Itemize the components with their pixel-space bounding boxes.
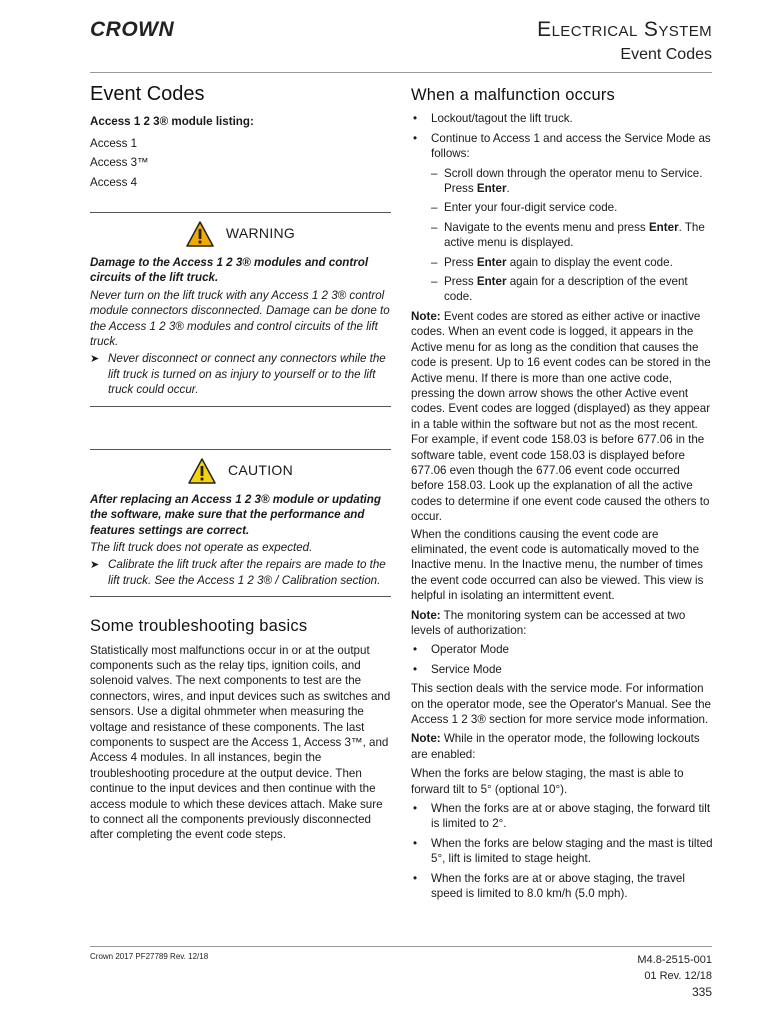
lockouts-list xyxy=(411,801,713,901)
inactive-paragraph: When the conditions causing the event code are eliminated, the event code is automatically moved to the Inactive menu. In the Inactive menu, the number of times the event code occurred can also be viewed. This view is helpful in isolating an intermittent event. xyxy=(411,527,704,603)
step-text: Enter your four-digit service code. xyxy=(444,201,618,215)
note-paragraph xyxy=(411,309,713,525)
warning-triangle-icon xyxy=(186,221,214,247)
note-text: While in the operator mode, the following lockouts are enabled: xyxy=(411,732,700,761)
list-item: • Operator Mode xyxy=(411,642,713,657)
step-text: Press xyxy=(444,255,477,269)
warning-label: WARNING xyxy=(225,225,296,242)
warning-header xyxy=(90,221,391,247)
header-title: Electrical System xyxy=(537,18,712,41)
step-text: . The active menu is displayed. xyxy=(444,220,705,250)
note-label: Note: xyxy=(411,732,441,746)
step-item xyxy=(431,255,713,270)
module-listing-label: Access 1 2 3® module listing: xyxy=(90,115,254,129)
footer-copyright: Crown 2017 PF27789 Rev. 12/18 xyxy=(90,952,209,961)
step-key: Enter xyxy=(648,220,679,234)
note-label: Note: xyxy=(411,608,441,622)
step-key: Enter xyxy=(476,255,507,269)
list-item: • When the forks are below staging and the mast is tilted 5°, lift is limited to stage height. xyxy=(411,836,713,867)
section-heading-malfunction: When a malfunction occurs xyxy=(411,86,616,104)
step-text: again to display the event code. xyxy=(506,255,673,269)
module-item: Access 3™ xyxy=(90,156,149,170)
module-item: Access 4 xyxy=(90,175,138,189)
crown-logo: CROWN xyxy=(90,18,175,41)
header-rule xyxy=(90,72,712,73)
step-text: Press xyxy=(444,275,477,289)
note-text: Event codes are stored as either active or inactive codes. When an event code is logged, it appears in the Active menu for as long as the condition that causes the code is present. Up to 16 event codes can be stored in the Active menu. If there is more than one active code, pressing the down arrow shows the other Active event codes. Event codes are logged (displayed) as they appear in a table within the software but not as the most recent. For example, if event code 158.03 is before 677.06 in the software table, event code 158.03 is displayed before 677.06 even though the 677.06 event code occurred before 158.03. Look up the explanation of all the active codes to determine if one event code caused the others to occur. xyxy=(411,309,711,524)
step-key: Enter xyxy=(476,182,507,196)
footer-revision: 01 Rev. 12/18 xyxy=(644,970,712,982)
step-key: Enter xyxy=(476,275,507,289)
warning-box xyxy=(90,212,391,407)
footer-info xyxy=(637,952,712,1000)
warning-action-text: Never disconnect or connect any connectors while the lift truck is turned on as injury to yourself or to the lift truck could occur. xyxy=(108,352,386,397)
service-steps-list xyxy=(431,166,713,305)
left-column xyxy=(90,84,391,845)
footer-rule xyxy=(90,946,712,947)
warning-bold-text: Damage to the Access 1 2 3® modules and control circuits of the lift truck. xyxy=(90,256,369,285)
step-item xyxy=(431,166,713,197)
section-heading-event-codes: Event Codes xyxy=(90,83,205,105)
note-paragraph xyxy=(411,731,713,762)
step-text: . xyxy=(506,182,510,196)
service-mode-paragraph: This section deals with the service mode. For information on the operator mode, see the Operator's Manual. See the Access 1 2 3® section for more service mode information. xyxy=(411,682,711,727)
caution-action xyxy=(90,557,391,588)
note-label: Note: xyxy=(411,309,441,323)
list-item: • Lockout/tagout the lift truck. xyxy=(411,111,713,126)
note-text: The monitoring system can be accessed at two levels of authorization: xyxy=(411,608,686,637)
caution-action-text: Calibrate the lift truck after the repairs are made to the lift truck. See the Access 1 2 3® / Calibration section. xyxy=(108,558,386,587)
arrow-icon: ➤ xyxy=(90,353,100,366)
step-text: again for a description of the event code. xyxy=(444,275,688,304)
warning-text: Never turn on the lift truck with any Access 1 2 3® control module connectors disconnected. Damage can be done to the Access 1 2 3® modules and control circuits of the lift truck. xyxy=(90,288,390,349)
module-item: Access 1 xyxy=(90,136,138,150)
caution-triangle-icon xyxy=(188,458,216,484)
list-item: • Service Mode xyxy=(411,662,713,677)
list-item: • When the forks are at or above staging, the forward tilt is limited to 2°. xyxy=(411,801,713,832)
forks-paragraph: When the forks are below staging, the mast is able to forward tilt to 5° (optional 10°). xyxy=(411,767,684,796)
caution-bold-text: After replacing an Access 1 2 3® module or updating the software, make sure that the performance and features settings are correct. xyxy=(90,492,381,537)
step-item xyxy=(431,200,713,215)
malfunction-list xyxy=(411,111,713,161)
list-item: • When the forks are at or above staging, the travel speed is limited to 8.0 km/h (5.0 mph). xyxy=(411,871,713,902)
caution-box xyxy=(90,449,391,597)
page-number: 335 xyxy=(691,985,712,999)
warning-action xyxy=(90,351,391,397)
troubleshooting-paragraph: Statistically most malfunctions occur in or at the output components such as the relay tips, ignition coils, and solenoid valves. The next components to test are the connectors, wires, and input devices such as switches and sensors. Use a digital ohmmeter when measuring the voltage and resistance of these components. The last components to suspect are the Access 1, Access 3™, and Access 4 modules. In all instances, begin the troubleshooting procedure at the output device. Then continue to the input devices and then continue with the access module to which these devices attach. Make sure to connect all the components previously disconnected after completing the event code steps. xyxy=(90,643,391,842)
note-paragraph xyxy=(411,608,713,639)
caution-header xyxy=(90,458,391,484)
header-subtitle: Event Codes xyxy=(620,46,712,63)
modes-list xyxy=(411,642,713,677)
arrow-icon: ➤ xyxy=(90,559,100,572)
step-text: Navigate to the events menu and press xyxy=(444,220,649,234)
step-item xyxy=(431,220,713,251)
section-heading-troubleshooting: Some troubleshooting basics xyxy=(90,617,308,636)
step-text: Scroll down through the operator menu to Service. Press xyxy=(444,166,703,196)
caution-text: The lift truck does not operate as expected. xyxy=(90,540,313,554)
footer-doc-code: M4.8-2515-001 xyxy=(637,954,712,966)
step-item xyxy=(431,274,713,305)
caution-label: CAUTION xyxy=(227,461,294,478)
list-item: • Continue to Access 1 and access the Service Mode as follows: xyxy=(411,131,713,162)
right-column xyxy=(411,84,713,906)
